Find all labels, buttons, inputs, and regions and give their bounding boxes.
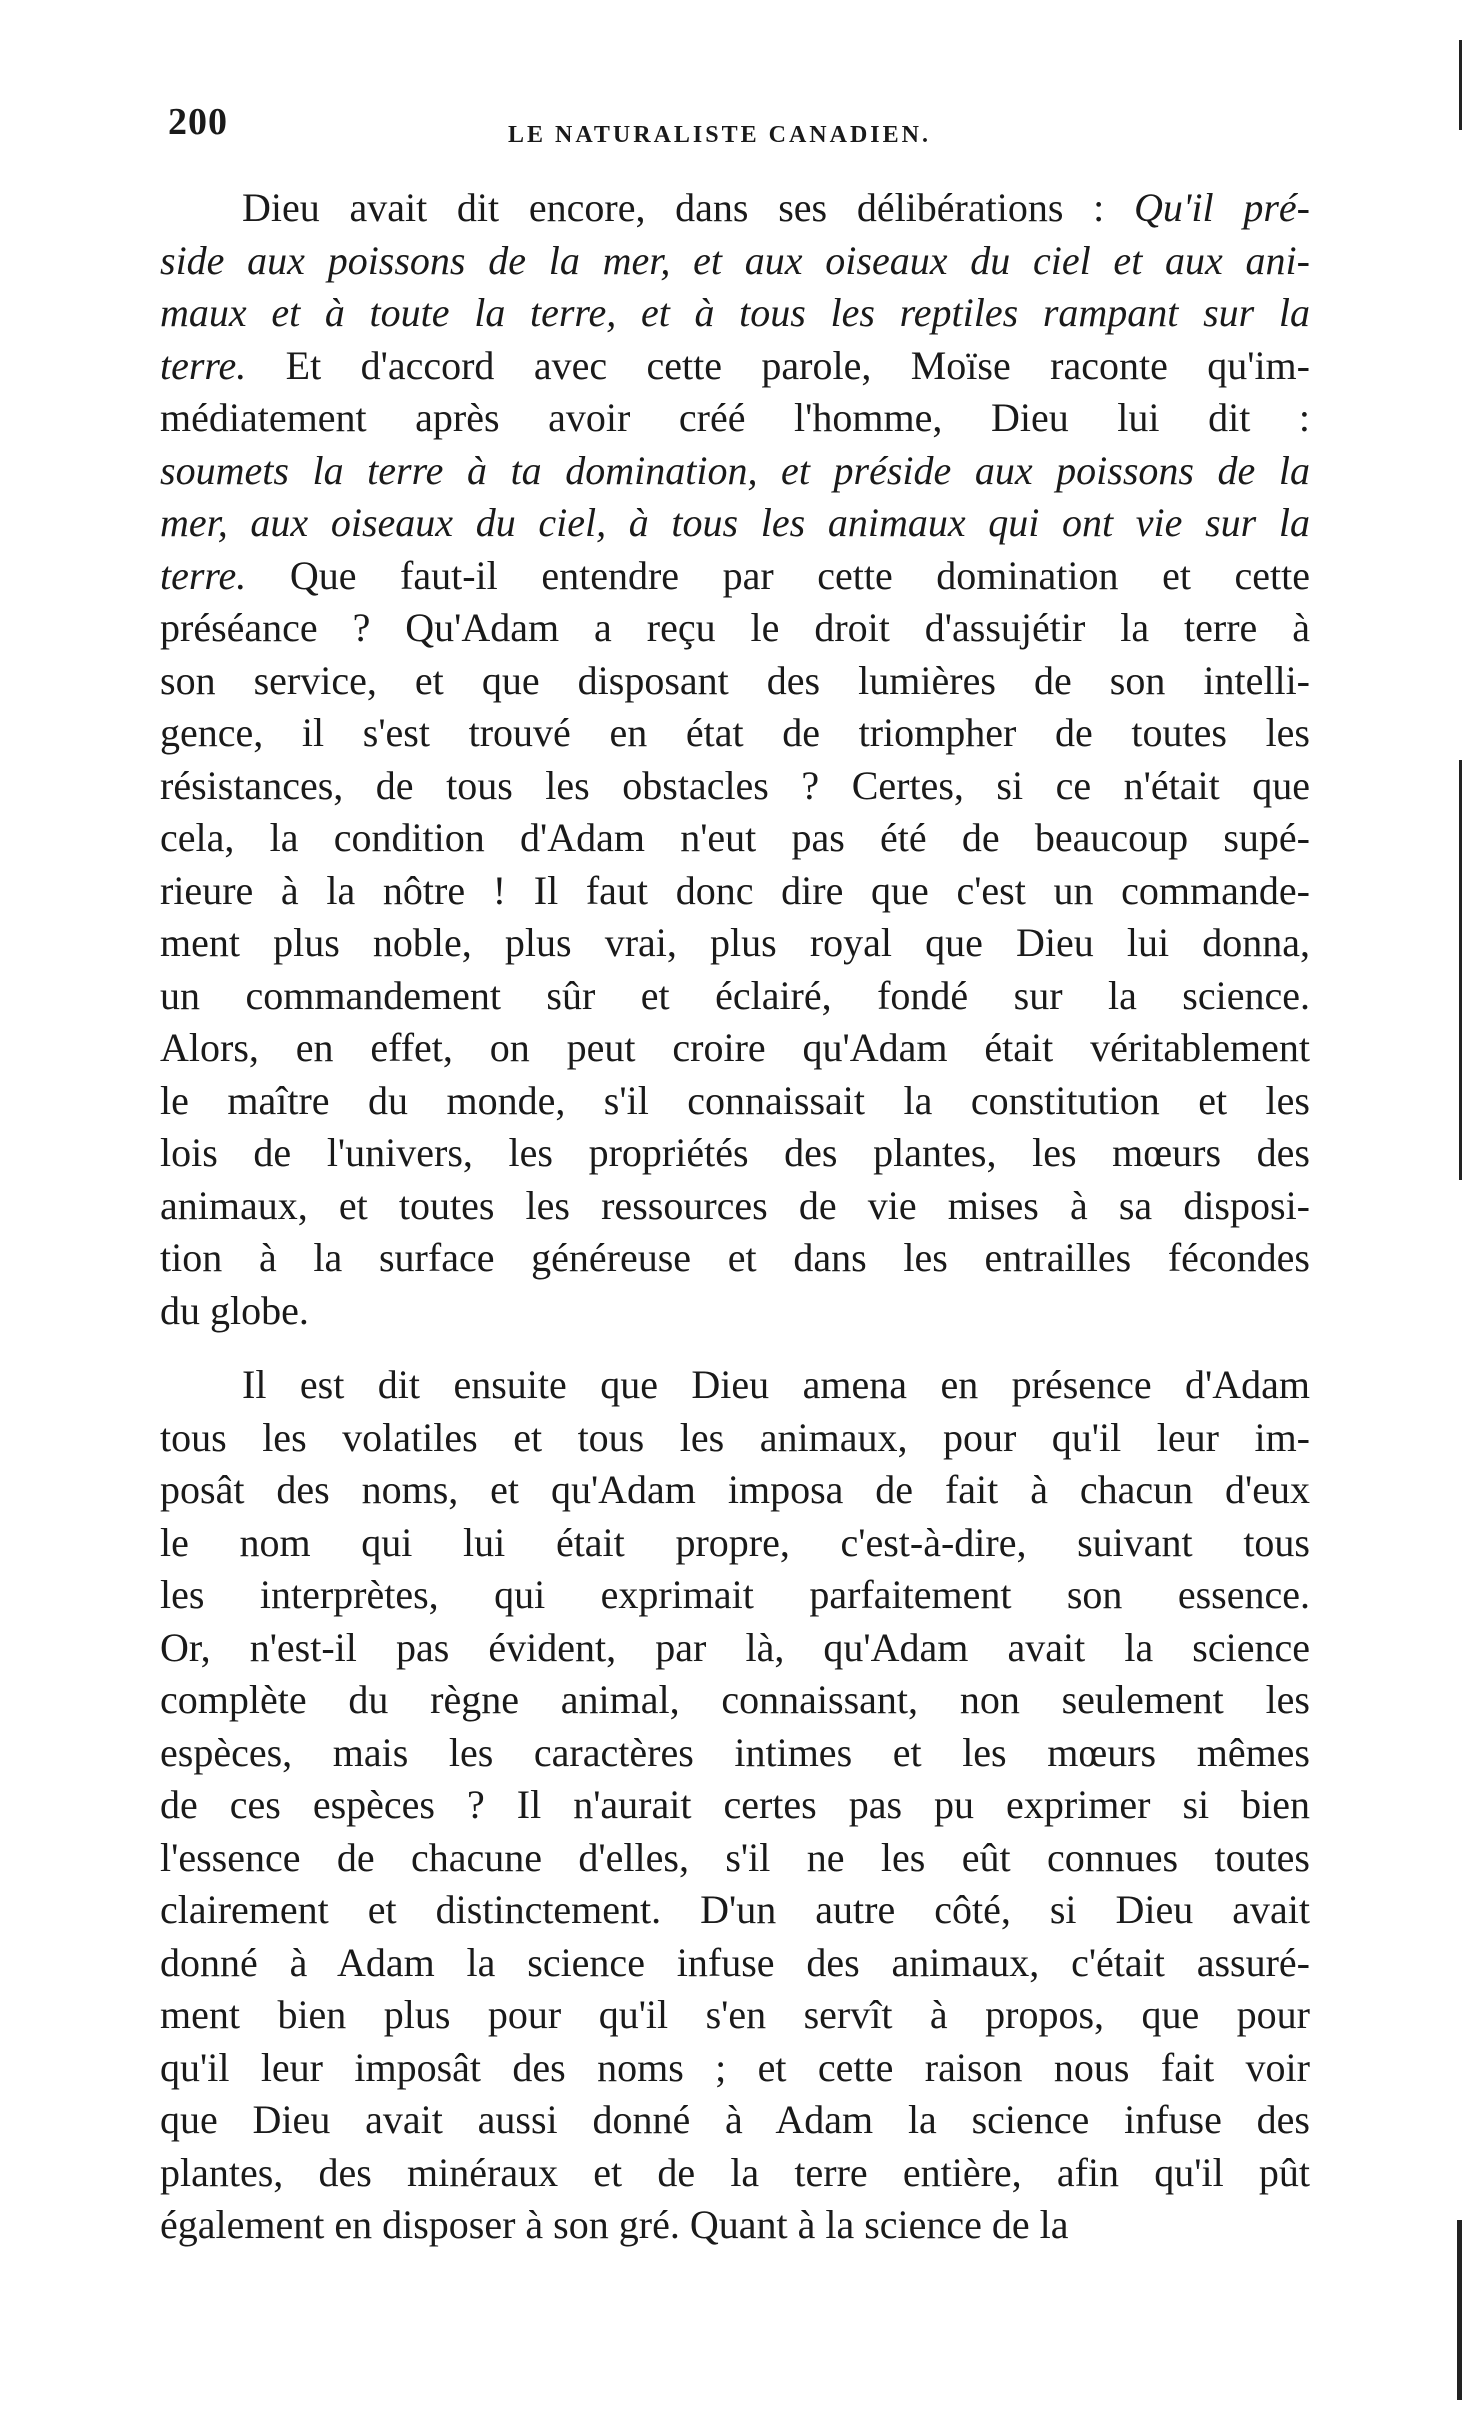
text-line bbox=[160, 655, 1310, 708]
body-text bbox=[160, 182, 1310, 2252]
text-line bbox=[160, 1517, 1310, 1570]
text-line bbox=[160, 1884, 1310, 1937]
text-segment: le maître du monde, s'il connaissait la constitution et les bbox=[160, 1077, 1310, 1123]
text-segment: Alors, en effet, on peut croire qu'Adam était véritablement bbox=[160, 1025, 1310, 1070]
italic-text-segment: side aux poissons de la mer, et aux oiseaux du ciel et aux ani- bbox=[160, 237, 1310, 283]
page-edge-mark bbox=[1457, 2220, 1462, 2400]
italic-text-segment: mer, aux oiseaux du ciel, à tous les animaux qui ont vie sur la bbox=[160, 500, 1310, 545]
text-line bbox=[160, 1727, 1310, 1780]
text-segment: tous les volatiles et tous les animaux, pour qu'il leur im- bbox=[160, 1414, 1310, 1460]
text-segment: ment bien plus pour qu'il s'en servît à propos, que pour bbox=[160, 1992, 1310, 2037]
text-segment: rieure à la nôtre ! Il faut donc dire que c'est un commande- bbox=[160, 867, 1310, 913]
text-segment: le nom qui lui était propre, c'est-à-dire, suivant tous bbox=[160, 1519, 1310, 1565]
text-segment: que Dieu avait aussi donné à Adam la science infuse des bbox=[160, 2097, 1310, 2142]
text-line bbox=[160, 917, 1310, 970]
italic-text-segment: soumets la terre à ta domination, et préside aux poissons de la bbox=[160, 447, 1310, 493]
text-segment: l'essence de chacune d'elles, s'il ne les eût connues toutes bbox=[160, 1834, 1310, 1880]
text-segment: plantes, des minéraux et de la terre entière, afin qu'il pût bbox=[160, 2149, 1310, 2195]
italic-text-segment: maux et à toute la terre, et à tous les reptiles rampant sur la bbox=[160, 290, 1310, 335]
paragraph bbox=[160, 1359, 1310, 2252]
text-line bbox=[160, 2042, 1310, 2095]
text-line bbox=[160, 182, 1310, 235]
text-line bbox=[160, 1412, 1310, 1465]
text-line bbox=[160, 2147, 1310, 2200]
text-segment: préséance ? Qu'Adam a reçu le droit d'assujétir la terre à bbox=[160, 605, 1310, 650]
text-line bbox=[160, 445, 1310, 498]
text-line bbox=[160, 1569, 1310, 1622]
text-segment: médiatement après avoir créé l'homme, Dieu lui dit : bbox=[160, 395, 1310, 440]
paragraph bbox=[160, 182, 1310, 1337]
text-line bbox=[160, 1832, 1310, 1885]
text-segment: également en disposer à son gré. Quant à la science de la bbox=[160, 2202, 1069, 2247]
text-segment: ment plus noble, plus vrai, plus royal que Dieu lui donna, bbox=[160, 920, 1310, 965]
text-line bbox=[160, 1232, 1310, 1285]
text-line bbox=[160, 392, 1310, 445]
page-number: 200 bbox=[168, 101, 228, 143]
text-line bbox=[160, 1937, 1310, 1990]
text-line bbox=[160, 1622, 1310, 1675]
text-line bbox=[160, 1127, 1310, 1180]
text-segment: résistances, de tous les obstacles ? Certes, si ce n'était que bbox=[160, 762, 1310, 808]
text-line bbox=[160, 550, 1310, 603]
text-segment: donné à Adam la science infuse des animaux, c'était assuré- bbox=[160, 1939, 1310, 1985]
text-segment: tion à la surface généreuse et dans les entrailles fécondes bbox=[160, 1235, 1310, 1280]
text-segment: de ces espèces ? Il n'aurait certes pas pu exprimer si bien bbox=[160, 1782, 1310, 1827]
italic-text-segment: terre. bbox=[160, 342, 247, 388]
text-segment: Et d'accord avec cette parole, Moïse raconte qu'im- bbox=[246, 342, 1310, 388]
text-line bbox=[160, 1464, 1310, 1517]
text-line bbox=[160, 1989, 1310, 2042]
paragraph-gap bbox=[160, 1337, 1310, 1359]
page-edge-mark bbox=[1459, 760, 1462, 1180]
text-line bbox=[160, 1180, 1310, 1233]
text-segment: Que faut-il entendre par cette domination et cette bbox=[246, 552, 1310, 598]
text-line bbox=[160, 1022, 1310, 1075]
text-segment: son service, et que disposant des lumières de son intelli- bbox=[160, 657, 1310, 703]
text-segment: du globe. bbox=[160, 1287, 309, 1333]
text-segment: animaux, et toutes les ressources de vie mises à sa disposi- bbox=[160, 1182, 1310, 1228]
text-segment: complète du règne animal, connaissant, non seulement les bbox=[160, 1677, 1310, 1722]
text-segment: clairement et distinctement. D'un autre côté, si Dieu avait bbox=[160, 1887, 1310, 1932]
text-line bbox=[160, 1674, 1310, 1727]
text-segment: gence, il s'est trouvé en état de triompher de toutes les bbox=[160, 710, 1310, 755]
text-line bbox=[160, 497, 1310, 550]
text-segment: qu'il leur imposât des noms ; et cette raison nous fait voir bbox=[160, 2044, 1310, 2090]
text-line bbox=[160, 2199, 1310, 2252]
text-line bbox=[160, 760, 1310, 813]
text-segment: un commandement sûr et éclairé, fondé sur la science. bbox=[160, 972, 1310, 1018]
text-segment: les interprètes, qui exprimait parfaitement son essence. bbox=[160, 1572, 1310, 1617]
text-line bbox=[160, 812, 1310, 865]
text-line bbox=[160, 1075, 1310, 1128]
text-line bbox=[160, 1779, 1310, 1832]
text-line bbox=[160, 1359, 1310, 1412]
text-line bbox=[160, 287, 1310, 340]
italic-text-segment: terre. bbox=[160, 552, 247, 598]
text-line bbox=[160, 235, 1310, 288]
running-title: LE NATURALISTE CANADIEN. bbox=[508, 122, 931, 148]
text-line bbox=[160, 340, 1310, 393]
text-line bbox=[160, 2094, 1310, 2147]
text-line bbox=[160, 602, 1310, 655]
text-segment: posât des noms, et qu'Adam imposa de fait à chacun d'eux bbox=[160, 1467, 1310, 1512]
text-line bbox=[160, 970, 1310, 1023]
italic-text-segment: Qu'il pré- bbox=[1133, 185, 1310, 230]
page-edge-mark bbox=[1459, 40, 1462, 130]
text-line bbox=[160, 1285, 1310, 1338]
text-segment: Or, n'est-il pas évident, par là, qu'Adam avait la science bbox=[160, 1624, 1310, 1670]
text-segment: espèces, mais les caractères intimes et les mœurs mêmes bbox=[160, 1729, 1310, 1775]
text-segment: Dieu avait dit encore, dans ses délibérations : bbox=[242, 185, 1134, 230]
text-line bbox=[160, 707, 1310, 760]
text-segment: cela, la condition d'Adam n'eut pas été de beaucoup supé- bbox=[160, 815, 1310, 860]
text-segment: lois de l'univers, les propriétés des plantes, les mœurs des bbox=[160, 1130, 1310, 1175]
text-segment: Il est dit ensuite que Dieu amena en présence d'Adam bbox=[242, 1362, 1310, 1407]
text-line bbox=[160, 865, 1310, 918]
page-header bbox=[168, 100, 1338, 160]
